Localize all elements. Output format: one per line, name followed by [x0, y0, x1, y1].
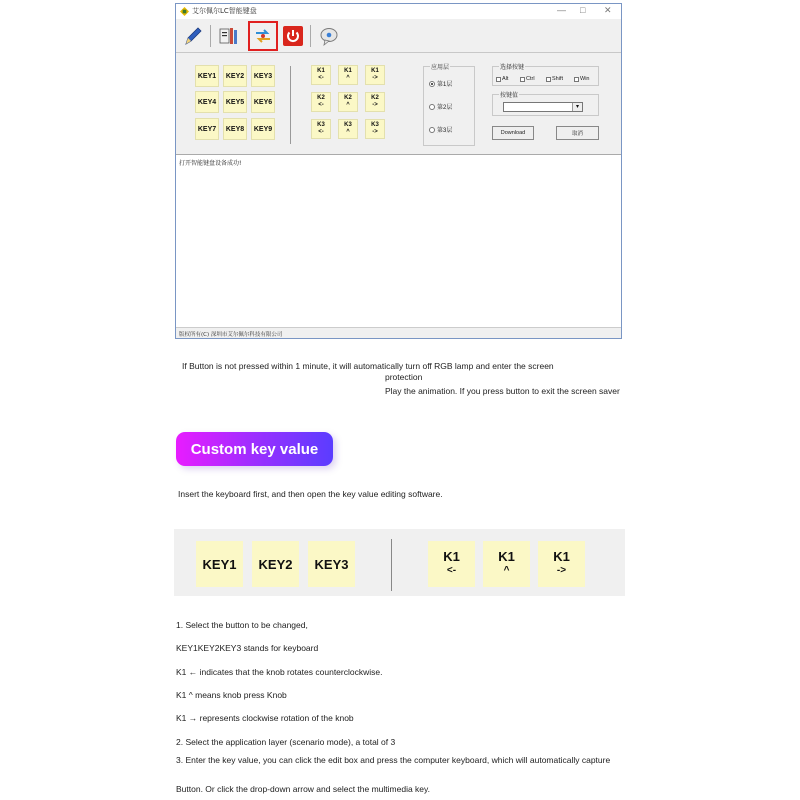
power-icon — [283, 26, 303, 46]
key-4[interactable]: KEY4 — [195, 91, 219, 113]
preview-knob-symbol: ^ — [503, 565, 510, 576]
preview-knob-left — [428, 541, 475, 587]
radio-label: 第1层 — [437, 82, 453, 88]
knob-label: K2 — [317, 95, 325, 101]
edit-tool-button[interactable] — [180, 23, 206, 49]
keyvalue-select[interactable] — [503, 102, 583, 112]
intro-text: Insert the keyboard first, and then open the key value editing software. — [178, 489, 443, 499]
swap-arrows-icon — [252, 25, 274, 47]
knob-symbol: -> — [372, 129, 378, 135]
minimize-button[interactable]: — — [557, 5, 566, 15]
log-message: 打开智能键盘设备成功! — [179, 160, 242, 167]
knob3-press[interactable] — [338, 119, 358, 139]
step-3-cont: Button. Or click the drop-down arrow and select the multimedia key. — [176, 784, 431, 794]
preview-key-2: KEY2 — [252, 541, 299, 587]
step-keys-desc: KEY1KEY2KEY3 stands for keyboard — [176, 643, 319, 653]
knob-symbol: ^ — [346, 102, 350, 108]
key-3[interactable]: KEY3 — [251, 65, 275, 87]
checkbox-label: Ctrl — [526, 76, 535, 82]
step-knob-press: K1 ^ means knob press Knob — [176, 690, 287, 700]
knob-symbol: <- — [318, 102, 324, 108]
knob-label: K1 — [344, 68, 352, 74]
checkbox-box — [574, 77, 579, 82]
radio-dot — [429, 127, 435, 133]
close-button[interactable]: ✕ — [604, 5, 612, 15]
knob-label: K1 — [371, 68, 379, 74]
knob2-right[interactable] — [365, 92, 385, 112]
key-knob-divider — [290, 66, 291, 144]
step-3: 3. Enter the key value, you can click the edit box and press the computer keyboard, which will automatically capture — [176, 755, 611, 765]
pen-icon — [182, 25, 204, 47]
radio-dot — [429, 81, 435, 87]
key-5[interactable]: KEY5 — [223, 91, 247, 113]
toolbar-divider — [210, 25, 211, 47]
checkbox-label: Shift — [552, 76, 564, 82]
title-bar — [176, 4, 621, 19]
key-preview-strip — [174, 529, 625, 596]
knob-symbol: <- — [318, 75, 324, 81]
status-bar — [176, 327, 621, 338]
preview-knob-label: K1 — [498, 549, 515, 564]
key-1[interactable]: KEY1 — [195, 65, 219, 87]
preview-knob-label: K1 — [443, 549, 460, 564]
preview-knob-symbol: -> — [556, 565, 567, 576]
knob1-right[interactable] — [365, 65, 385, 85]
radio-dot — [429, 104, 435, 110]
key-7[interactable]: KEY7 — [195, 118, 219, 140]
knob2-left[interactable] — [311, 92, 331, 112]
knob1-press[interactable] — [338, 65, 358, 85]
radio-label: 第2层 — [437, 105, 453, 111]
knob2-press[interactable] — [338, 92, 358, 112]
preview-knob-right — [538, 541, 585, 587]
shift-checkbox[interactable] — [546, 76, 563, 82]
keyvalue-group-label: 按键值 — [499, 90, 519, 99]
knob3-left[interactable] — [311, 119, 331, 139]
window-title: 艾尔佩尔LC智能键盘 — [192, 7, 257, 15]
knob-symbol: -> — [372, 102, 378, 108]
knob-symbol: ^ — [346, 129, 350, 135]
app-logo-icon — [180, 7, 189, 16]
knob-label: K3 — [317, 122, 325, 128]
alt-checkbox[interactable] — [496, 76, 508, 82]
checkbox-label: Alt — [502, 76, 509, 82]
download-button[interactable]: Download — [492, 126, 534, 140]
preview-knob-label: K1 — [553, 549, 570, 564]
status-text: 版权所有(C) 深圳市艾尔佩尔科技有限公司 — [179, 332, 283, 338]
key-2[interactable]: KEY2 — [223, 65, 247, 87]
key-9[interactable]: KEY9 — [251, 118, 275, 140]
knob3-right[interactable] — [365, 119, 385, 139]
knob-label: K3 — [371, 122, 379, 128]
power-button[interactable] — [280, 23, 306, 49]
section-title: Custom key value — [190, 440, 319, 458]
layer-1-radio[interactable] — [429, 79, 452, 88]
knob1-left[interactable] — [311, 65, 331, 85]
knob-label: K3 — [344, 122, 352, 128]
screensaver-note-line1: If Button is not pressed within 1 minute, it will automatically turn off RGB lamp and enter the screen — [182, 361, 554, 371]
knob-label: K1 — [317, 68, 325, 74]
ctrl-checkbox[interactable] — [520, 76, 535, 82]
layer-3-radio[interactable] — [429, 125, 452, 134]
dropdown-arrow-icon[interactable]: ▾ — [572, 103, 582, 111]
radio-label: 第3层 — [437, 128, 453, 134]
win-checkbox[interactable] — [574, 76, 589, 82]
preview-divider — [391, 539, 392, 591]
key-6[interactable]: KEY6 — [251, 91, 275, 113]
step-2: 2. Select the application layer (scenario mode), a total of 3 — [176, 737, 396, 747]
step-1: 1. Select the button to be changed, — [176, 620, 308, 630]
toolbar-divider — [310, 25, 311, 47]
knob-symbol: ^ — [346, 75, 350, 81]
tools-icon — [218, 25, 240, 47]
keyvalue-group — [492, 94, 599, 116]
speech-bubble-icon — [319, 26, 339, 46]
settings-tool-button[interactable] — [216, 23, 242, 49]
preview-knob-symbol: <- — [446, 565, 457, 576]
screensaver-note-line3: Play the animation. If you press button to exit the screen saver — [385, 386, 620, 396]
preview-key-3: KEY3 — [308, 541, 355, 587]
key-8[interactable]: KEY8 — [223, 118, 247, 140]
layer-group — [423, 66, 475, 146]
checkbox-box — [496, 77, 501, 82]
step-knob-ccw: K1 ← indicates that the knob rotates counterclockwise. — [176, 667, 383, 677]
step-knob-cw: K1 → represents clockwise rotation of the knob — [176, 713, 354, 723]
help-button[interactable] — [316, 23, 342, 49]
modifier-group — [492, 66, 599, 86]
checkbox-box — [546, 77, 551, 82]
knob-label: K2 — [371, 95, 379, 101]
app-window — [175, 3, 622, 339]
toolbar — [176, 19, 621, 53]
cancel-button[interactable]: 取消 — [556, 126, 599, 140]
knob-label: K2 — [344, 95, 352, 101]
preview-key-1: KEY1 — [196, 541, 243, 587]
knob-symbol: -> — [372, 75, 378, 81]
knob-symbol: <- — [318, 129, 324, 135]
modifier-group-label: 选择按键 — [499, 62, 525, 71]
layer-2-radio[interactable] — [429, 102, 452, 111]
screensaver-note-line2: protection — [385, 372, 423, 382]
maximize-button[interactable]: □ — [580, 5, 586, 15]
section-title-pill — [176, 432, 333, 466]
log-area[interactable] — [176, 154, 621, 328]
checkbox-box — [520, 77, 525, 82]
preview-knob-press — [483, 541, 530, 587]
checkbox-label: Win — [580, 76, 590, 82]
layer-group-label: 应用层 — [430, 62, 450, 71]
swap-tool-button[interactable] — [248, 21, 278, 51]
